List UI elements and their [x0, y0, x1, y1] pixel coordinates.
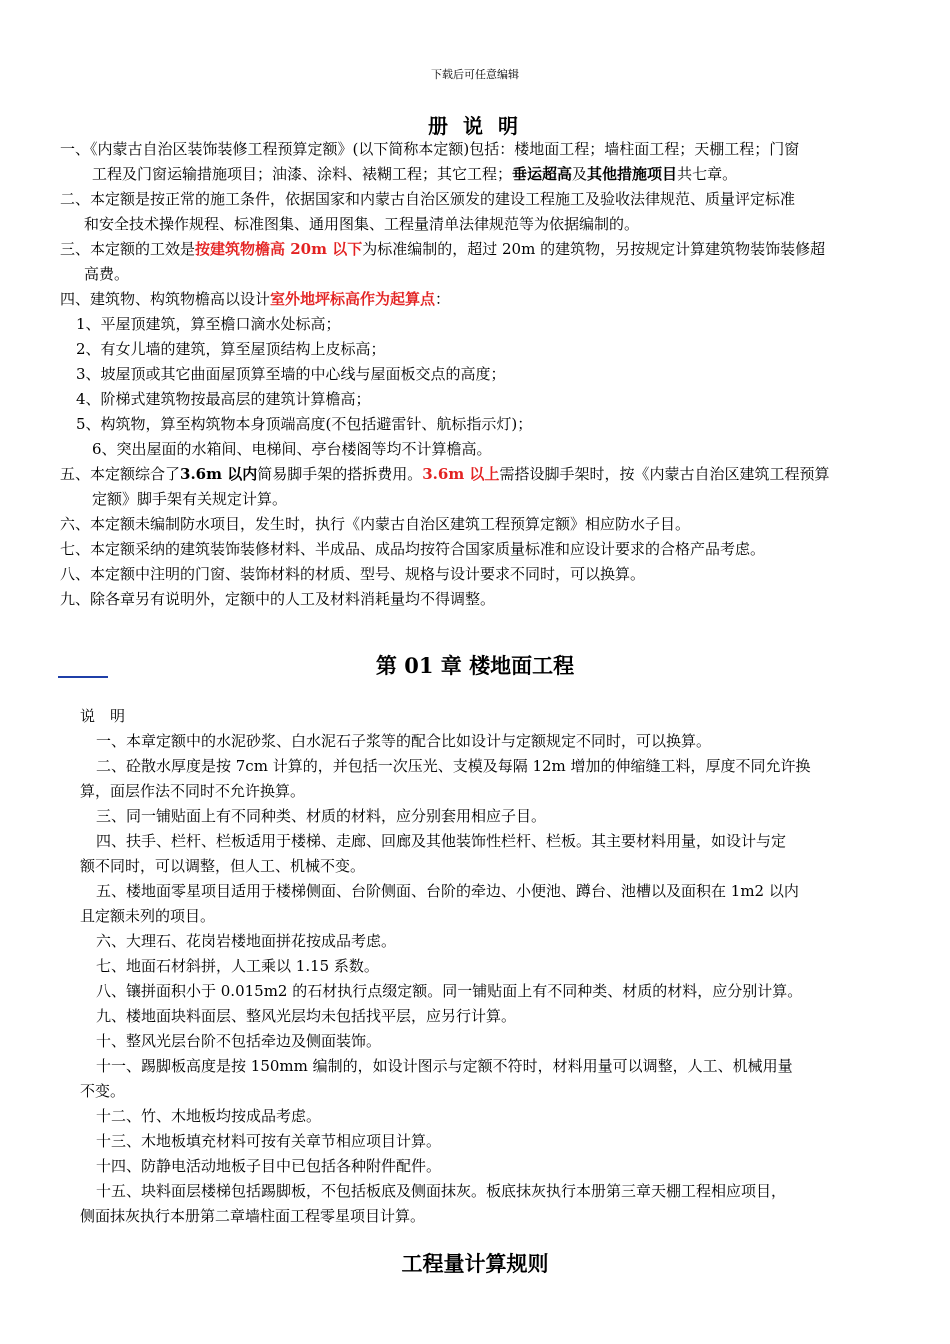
- intro-line-10: 3、坡屋顶或其它曲面屋顶算至墙的中心线与屋面板交点的高度；: [76, 365, 506, 383]
- chapter-line-17: 十三、木地板填充材料可按有关章节相应项目计算。: [96, 1132, 442, 1150]
- intro-line-15: 定额》脚手架有关规定计算。: [92, 490, 288, 508]
- chapter-line-19: 十五、块料面层楼梯包括踢脚板，不包括板底及侧面抹灰。板底抹灰执行本册第三章天棚工程相应项目，: [96, 1182, 787, 1200]
- intro-line-11: 4、阶梯式建筑物按最高层的建筑计算檐高；: [76, 390, 371, 408]
- intro-line-14: 五、本定额综合了3.6m 以内简易脚手架的搭拆费用。3.6m 以上需搭设脚手架时，按《内蒙古自治区建筑工程预算: [60, 465, 830, 483]
- intro-line-17: 七、本定额采纳的建筑装饰装修材料、半成品、成品均按符合国家质量标准和应设计要求的合格产品考虑。: [60, 540, 766, 558]
- chapter-divider: [58, 676, 108, 678]
- intro-line-7: 四、建筑物、构筑物檐高以设计室外地坪标高作为起算点：: [60, 290, 451, 308]
- calculation-rules-title: 工程量计算规则: [401, 1251, 549, 1276]
- chapter-line-4: 三、同一铺贴面上有不同种类、材质的材料，应分别套用相应子目。: [96, 807, 547, 825]
- chapter-line-15: 不变。: [80, 1082, 126, 1100]
- intro-line-4: 和安全技术操作规程、标准图集、通用图集、工程量清单法律规范等为依据编制的。: [84, 215, 640, 233]
- chapter-line-20: 侧面抹灰执行本册第二章墙柱面工程零星项目计算。: [80, 1207, 426, 1225]
- chapter-line-5: 四、扶手、栏杆、栏板适用于楼梯、走廊、回廊及其他装饰性栏杆、栏板。其主要材料用量，如设计与定: [96, 832, 787, 850]
- intro-line-18: 八、本定额中注明的门窗、装饰材料的材质、型号、规格与设计要求不同时，可以换算。: [60, 565, 646, 583]
- intro-line-8: 1、平屋顶建筑，算至檐口滴水处标高；: [76, 315, 341, 333]
- chapter-line-14: 十一、踢脚板高度是按 150mm 编制的，如设计图示与定额不符时，材料用量可以调整，人工、机械用量: [96, 1057, 793, 1075]
- chapter-line-11: 八、镶拼面积小于 0.015m2 的石材执行点缀定额。同一铺贴面上有不同种类、材质的材料，应分别计算。: [96, 982, 803, 1000]
- chapter-line-13: 十、整风光层台阶不包括牵边及侧面装饰。: [96, 1032, 382, 1050]
- intro-line-16: 六、本定额未编制防水项目，发生时，执行《内蒙古自治区建筑工程预算定额》相应防水子目。: [60, 515, 691, 533]
- chapter-line-10: 七、地面石材斜拼，人工乘以 1.15 系数。: [96, 957, 379, 975]
- chapter-line-16: 十二、竹、木地板均按成品考虑。: [96, 1107, 322, 1125]
- intro-line-9: 2、有女儿墙的建筑，算至屋顶结构上皮标高；: [76, 340, 386, 358]
- volume-description-title: 册 说 明: [428, 114, 522, 138]
- intro-line-13: 6、突出屋面的水箱间、电梯间、亭台楼阁等均不计算檐高。: [92, 440, 492, 458]
- download-note: 下载后可任意编辑: [431, 68, 519, 81]
- intro-line-6: 高费。: [84, 265, 130, 283]
- intro-line-3: 二、本定额是按正常的施工条件，依据国家和内蒙古自治区颁发的建设工程施工及验收法律规范、质量评定标准: [60, 190, 796, 208]
- chapter-line-3: 算，面层作法不同时不允许换算。: [80, 782, 306, 800]
- intro-line-2: 工程及门窗运输措施项目；油漆、涂料、裱糊工程；其它工程；垂运超高及其他措施项目共七章。: [92, 165, 738, 183]
- intro-line-1: 一、《内蒙古自治区装饰装修工程预算定额》(以下简称本定额)包括：楼地面工程；墙柱面工程；天棚工程；门窗: [60, 140, 800, 158]
- intro-line-5: 三、本定额的工效是按建筑物檐高 20m 以下为标准编制的，超过 20m 的建筑物，另按规定计算建筑物装饰装修超: [60, 240, 826, 258]
- chapter-heading: 说 明: [80, 707, 126, 725]
- chapter-line-7: 五、楼地面零星项目适用于楼梯侧面、台阶侧面、台阶的牵边、小便池、蹲台、池槽以及面积在 1m2 以内: [96, 882, 799, 900]
- chapter-line-2: 二、砼散水厚度是按 7cm 计算的，并包括一次压光、支模及每隔 12m 增加的伸缩缝工料，厚度不同允许换: [96, 757, 811, 775]
- chapter-line-1: 一、本章定额中的水泥砂浆、白水泥石子浆等的配合比如设计与定额规定不同时，可以换算。: [96, 732, 712, 750]
- chapter-line-18: 十四、防静电活动地板子目中已包括各种附件配件。: [96, 1157, 442, 1175]
- intro-line-19: 九、除各章另有说明外，定额中的人工及材料消耗量均不得调整。: [60, 590, 496, 608]
- intro-line-12: 5、构筑物，算至构筑物本身顶端高度(不包括避雷针、航标指示灯)；: [76, 415, 533, 433]
- chapter-line-8: 且定额未列的项目。: [80, 907, 216, 925]
- chapter-title: 第 01 章 楼地面工程: [375, 653, 575, 678]
- chapter-line-9: 六、大理石、花岗岩楼地面拼花按成品考虑。: [96, 932, 397, 950]
- chapter-line-6: 额不同时，可以调整，但人工、机械不变。: [80, 857, 366, 875]
- chapter-line-12: 九、楼地面块料面层、整风光层均未包括找平层，应另行计算。: [96, 1007, 517, 1025]
